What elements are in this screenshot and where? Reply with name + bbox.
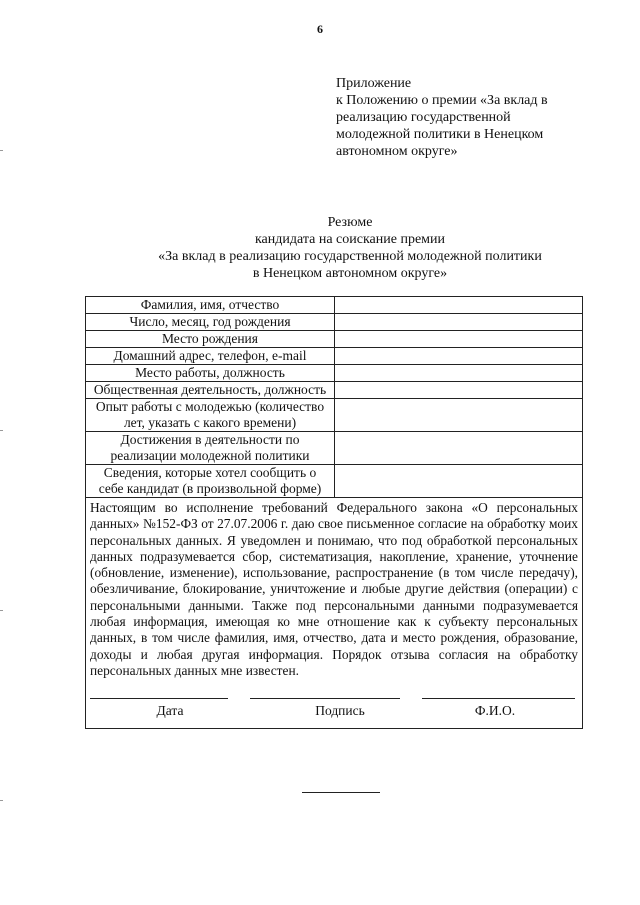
form-label-line: реализации молодежной политики <box>110 448 310 463</box>
scan-edge-mark <box>0 150 3 151</box>
date-signature-line[interactable] <box>90 698 228 699</box>
consent-cell <box>86 498 583 729</box>
scan-edge-mark <box>0 800 3 801</box>
signature-label: Подпись <box>315 703 365 718</box>
full-name-label: Ф.И.О. <box>474 703 516 718</box>
scan-edge-mark <box>0 430 3 431</box>
title-line: «За вклад в реализацию государственной молодежной политики <box>158 249 542 264</box>
form-row-contacts <box>86 348 583 365</box>
title-line: в Ненецком автономном округе» <box>252 266 448 281</box>
scan-edge-mark <box>0 610 3 611</box>
form-row-public-activity <box>86 382 583 399</box>
appendix-line: к Положению о премии «За вклад в <box>336 93 548 108</box>
appendix-note <box>336 75 596 160</box>
form-label <box>86 465 335 498</box>
form-label-line: себе кандидат (в произвольной форме) <box>98 481 322 496</box>
form-label: Общественная деятельность, должность <box>86 382 335 399</box>
form-label <box>86 399 335 432</box>
form-value-field[interactable] <box>335 297 583 314</box>
form-value-field[interactable] <box>335 382 583 399</box>
form-label <box>86 432 335 465</box>
signature-line[interactable] <box>250 698 400 699</box>
form-label-line: Сведения, которые хотел сообщить о <box>103 465 317 480</box>
end-of-document-rule <box>302 792 380 793</box>
page-number: 6 <box>317 22 323 36</box>
resume-form-table <box>85 296 583 729</box>
consent-text: Настоящим во исполнение требований Федерального закона «О персональных данных» №152-ФЗ от 27.07.2006 г. даю свое письменное согласие на обработку моих персональных данных. Я уведомлен и понимаю, что под обработкой персональных данных подразумевается сбор, систематизация, накопление, хранение, уточнение (обновление, изменение), использование, распространение (в том числе передачу), обезличивание, блокирование, уничтожение и любые другие действия (операции) с персональными данными. Также под персональными данными подразумевается любая информация, имеющая ко мне отношение как к субъекту персональных данных, в том числе фамилия, имя, отчество, дата и место рождения, образование, доходы и любая другая информация. Порядок отзыва согласия на обработку персональных данных мне известен. <box>90 500 578 678</box>
form-row-youth-experience <box>86 399 583 432</box>
title-line: кандидата на соискание премии <box>254 232 446 247</box>
form-label: Число, месяц, год рождения <box>86 314 335 331</box>
name-signature-line[interactable] <box>422 698 575 699</box>
document-title <box>40 214 640 282</box>
form-label-line: лет, указать с какого времени) <box>123 415 297 430</box>
form-label-line: Достижения в деятельности по <box>120 432 300 447</box>
form-row-consent <box>86 498 583 729</box>
form-value-field[interactable] <box>335 331 583 348</box>
signature-row <box>90 694 578 724</box>
form-label: Домашний адрес, телефон, e-mail <box>86 348 335 365</box>
form-row-achievements <box>86 432 583 465</box>
form-row-birth-date <box>86 314 583 331</box>
form-row-workplace <box>86 365 583 382</box>
form-row-birth-place <box>86 331 583 348</box>
appendix-line: молодежной политики в Ненецком <box>336 127 544 142</box>
form-label-line: Опыт работы с молодежью (количество <box>95 399 325 414</box>
appendix-line: Приложение <box>336 76 412 91</box>
form-label: Фамилия, имя, отчество <box>86 297 335 314</box>
appendix-line: автономном округе» <box>336 144 458 159</box>
form-value-field[interactable] <box>335 399 583 432</box>
form-value-field[interactable] <box>335 365 583 382</box>
form-value-field[interactable] <box>335 314 583 331</box>
form-value-field[interactable] <box>335 348 583 365</box>
form-row-additional-info <box>86 465 583 498</box>
form-value-field[interactable] <box>335 465 583 498</box>
form-row-full-name <box>86 297 583 314</box>
title-line: Резюме <box>327 215 373 230</box>
form-label: Место работы, должность <box>86 365 335 382</box>
form-value-field[interactable] <box>335 432 583 465</box>
date-label: Дата <box>156 703 184 718</box>
form-label: Место рождения <box>86 331 335 348</box>
appendix-line: реализацию государственной <box>336 110 511 125</box>
